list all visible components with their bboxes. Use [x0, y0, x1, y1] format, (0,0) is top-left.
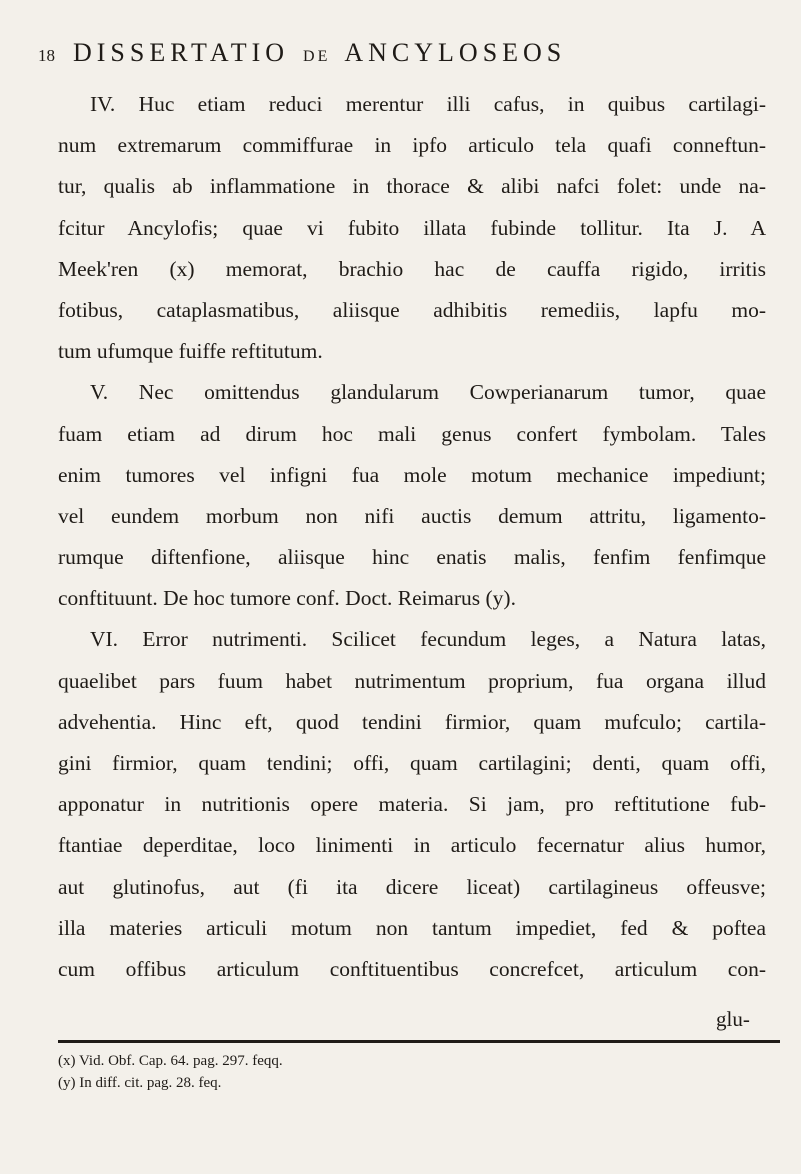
text-line: tum ufumque fuiffe reftitutum. [58, 339, 323, 364]
text-line: tur, qualis ab inflammatione in thorace & alibi nafci folet: unde na- [58, 174, 766, 199]
running-title-de: DE [303, 48, 331, 65]
text-line: IV. Huc etiam reduci merentur illi cafus, in quibus cartilagi- [90, 92, 766, 116]
text-line: conftituunt. De hoc tumore conf. Doct. Reimarus (y). [58, 586, 516, 611]
text-line: fuam etiam ad dirum hoc mali genus confert fymbolam. Tales [58, 421, 766, 446]
text-line: illa materies articuli motum non tantum impediet, fed & poftea [58, 915, 766, 940]
running-title-dissertatio: DISSERTATIO [73, 38, 290, 67]
text-line: VI. Error nutrimenti. Scilicet fecundum leges, a Natura latas, [90, 627, 766, 652]
text-line: num extremarum commiffurae in ipfo articulo tela quafi conneftun- [58, 133, 766, 158]
text-line: gini firmior, quam tendini; offi, quam cartilagini; denti, quam offi, [58, 751, 766, 775]
page-header [38, 38, 566, 72]
text-line: advehentia. Hinc eft, quod tendini firmior, quam mufculo; cartila- [58, 709, 766, 734]
text-line: ftantiae deperditae, loco linimenti in articulo fecernatur alius humor, [58, 833, 766, 858]
footnote-y: (y) In diff. cit. pag. 28. feq. [58, 1075, 222, 1091]
text-line: cum offibus articulum conftituentibus concrefcet, articulum con- [58, 956, 766, 981]
footnote-rule [58, 1040, 780, 1043]
running-title-ancyloseos: ANCYLOSEOS [344, 38, 567, 67]
text-line: vel eundem morbum non nifi auctis demum attritu, ligamento- [58, 503, 766, 528]
text-line: rumque diftenfione, aliisque hinc enatis malis, fenfim fenfimque [58, 545, 766, 570]
text-line: apponatur in nutritionis opere materia. Si jam, pro reftitutione fub- [58, 792, 766, 817]
text-line: quaelibet pars fuum habet nutrimentum proprium, fua organa illud [58, 668, 766, 693]
page-number: 18 [38, 46, 55, 65]
text-line: fotibus, cataplasmatibus, aliisque adhibitis remediis, lapfu mo- [58, 297, 766, 322]
catchword: glu- [716, 1007, 750, 1031]
footnotes [58, 1050, 283, 1094]
text-line: fcitur Ancylofis; quae vi fubito illata fubinde tollitur. Ita J. A [58, 215, 766, 240]
body-text [58, 84, 766, 990]
text-line: aut glutinofus, aut (fi ita dicere liceat) cartilagineus offeusve; [58, 874, 766, 899]
footnote-x: (x) Vid. Obf. Cap. 64. pag. 297. feqq. [58, 1053, 283, 1069]
text-line: V. Nec omittendus glandularum Cowperianarum tumor, quae [90, 380, 766, 405]
text-line: Meek'ren (x) memorat, brachio hac de cauffa rigido, irritis [58, 256, 766, 281]
text-line: enim tumores vel infigni fua mole motum mechanice impediunt; [58, 462, 766, 487]
